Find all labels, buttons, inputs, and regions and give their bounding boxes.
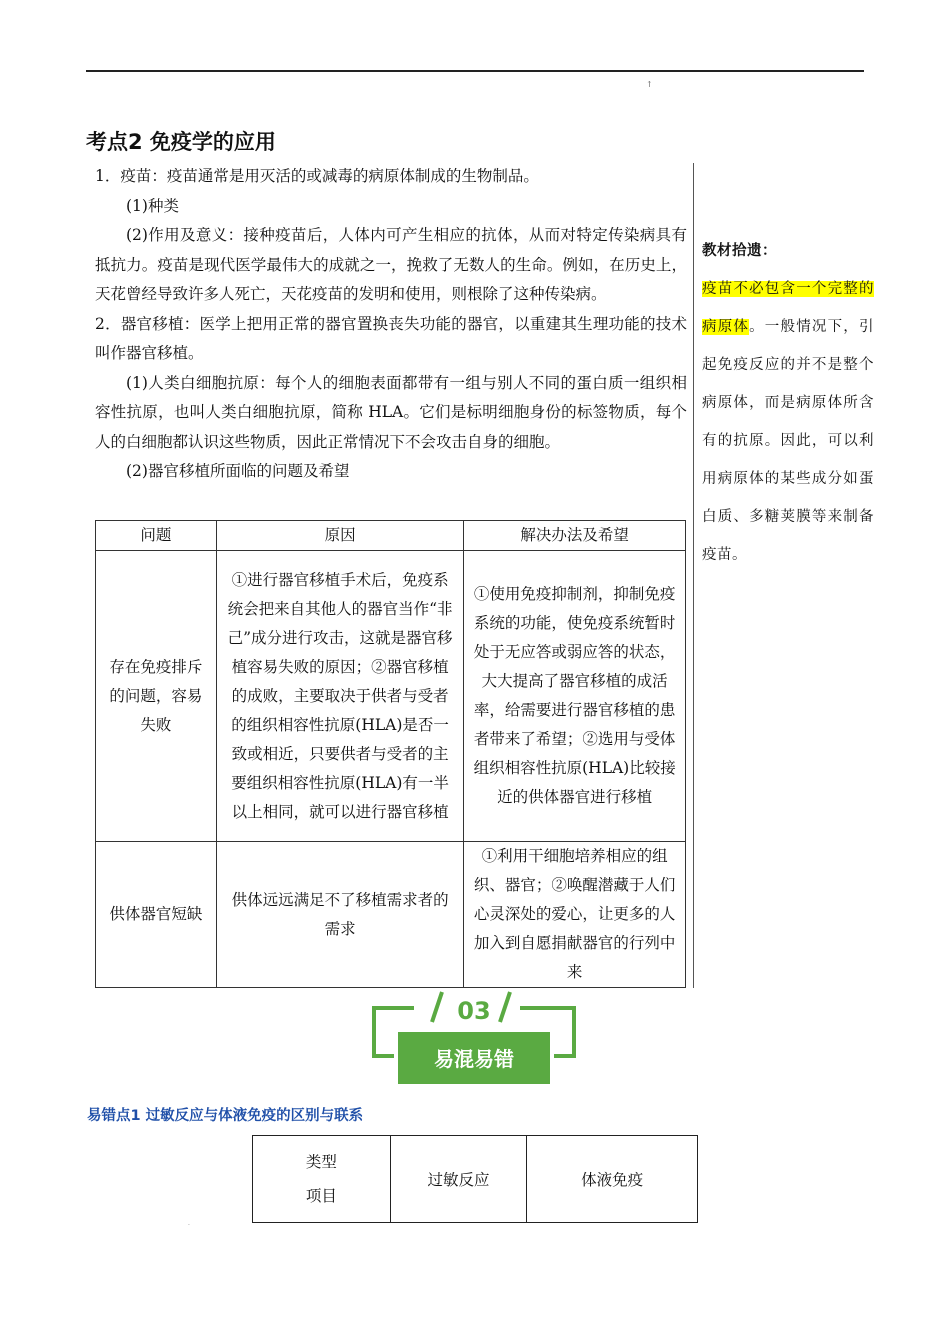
badge-number: 03 [457, 997, 491, 1025]
sidebar-body [702, 270, 874, 574]
transplant-table [95, 520, 686, 988]
sidebar-highlight: 疫苗不必包含一个完整的病原体 [702, 281, 874, 335]
header-type: 类型 [305, 1153, 337, 1171]
footer-mark: · [188, 1222, 190, 1229]
section-title: 考点2 免疫学的应用 [86, 130, 276, 154]
paragraph-hla: (1)人类白细胞抗原：每个人的细胞表面都带有一组与别人不同的蛋白质一组织相容性抗原，也叫人类白细胞抗原，简称 HLA。它们是标明细胞身份的标签物质，每个人的白细胞都认识这些物质，因此正常情况下不会攻击自身的细胞。 [95, 373, 687, 451]
paragraph-vaccine: 1．疫苗：疫苗通常是用灭活的或减毒的病原体制成的生物制品。 [95, 167, 539, 185]
paragraph-transplant: 2．器官移植：医学上把用正常的器官置换丧失功能的器官，以重建其生理功能的技术叫作器官移植。 [95, 314, 687, 362]
paragraph-problems: (2)器官移植所面临的问题及希望 [126, 462, 350, 480]
table-cell: ①利用干细胞培养相应的组织、器官；②唤醒潜藏于人们心灵深处的爱心，让更多的人加入到自愿捐献器官的行列中来 [464, 842, 686, 988]
table-header-row [96, 521, 686, 551]
comparison-table [252, 1135, 698, 1223]
table-cell: ①使用免疫抑制剂，抑制免疫系统的功能，使免疫系统暂时处于无应答或弱应答的状态，大大提高了器官移植的成活率，给需要进行器官移植的患者带来了希望；②选用与受体组织相容性抗原(HLA)比较接近的供体器官进行移植 [464, 551, 686, 842]
header-mark: ↑ [646, 80, 653, 89]
section-badge [370, 990, 578, 1086]
sidebar-divider [693, 163, 694, 988]
error-point-title: 易错点1 过敏反应与体液免疫的区别与联系 [87, 1108, 364, 1124]
header-allergy: 过敏反应 [390, 1136, 527, 1223]
type-item-header [253, 1136, 391, 1223]
table-header-cell: 原因 [216, 521, 464, 551]
main-text [95, 162, 687, 487]
table-cell: ①进行器官移植手术后，免疫系统会把来自其他人的器官当作“非己”成分进行攻击，这就是器官移植容易失败的原因；②器官移植的成败，主要取决于供者与受者的组织相容性抗原(HLA)是否一致或相近，只要供者与受者的主要组织相容性抗原(HLA)有一半以上相同，就可以进行器官移植 [216, 551, 464, 842]
header-item: 项目 [305, 1187, 337, 1205]
table-header-row [253, 1136, 698, 1223]
sidebar-heading: 教材拾遗： [702, 243, 777, 259]
table-cell: 供体远远满足不了移植需求者的需求 [216, 842, 464, 988]
sidebar-note [702, 232, 874, 574]
table-header-cell: 问题 [96, 521, 217, 551]
table-cell: 存在免疫排斥的问题，容易失败 [96, 551, 217, 842]
paragraph-types: (1)种类 [126, 196, 179, 215]
table-row [96, 842, 686, 988]
header-humoral: 体液免疫 [527, 1136, 698, 1223]
table-header-cell: 解决办法及希望 [464, 521, 686, 551]
sidebar-text: 。一般情况下，引起免疫反应的并不是整个病原体，而是病原体所含有的抗原。因此，可以利用病原体的某些成分如蛋白质、多糖荚膜等来制备疫苗。 [702, 319, 875, 563]
table-cell: 供体器官短缺 [96, 842, 217, 988]
table-row [96, 551, 686, 842]
badge-label: 易混易错 [434, 1047, 514, 1071]
top-rule [86, 70, 864, 72]
paragraph-significance: (2)作用及意义：接种疫苗后，人体内可产生相应的抗体，从而对特定传染病具有抵抗力。疫苗是现代医学最伟大的成就之一，挽救了无数人的生命。例如，在历史上，天花曾经导致许多人死亡，天花疫苗的发明和使用，则根除了这种传染病。 [95, 226, 687, 303]
